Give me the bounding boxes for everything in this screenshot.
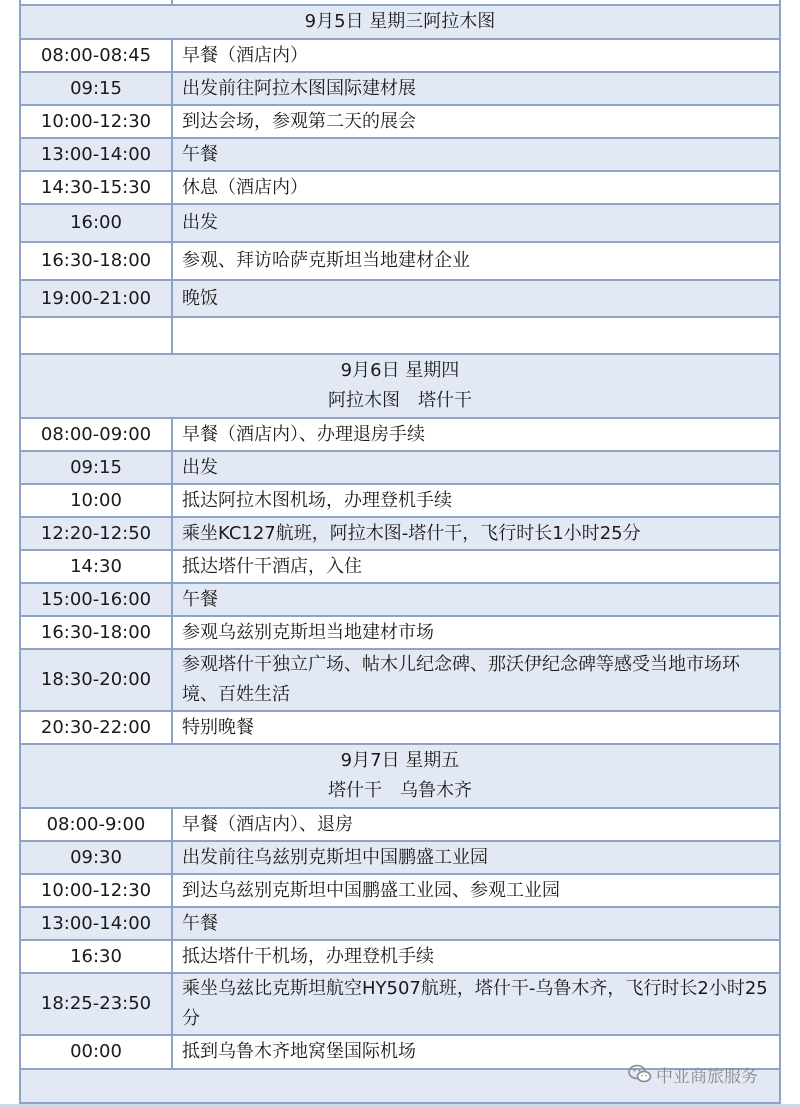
- time-cell: 00:00: [20, 1035, 172, 1069]
- activity-cell: 午餐: [172, 583, 780, 616]
- schedule-row: [20, 907, 780, 940]
- schedule-row: [20, 418, 780, 451]
- time-cell: 09:30: [20, 841, 172, 874]
- activity-cell: 早餐（酒店内）: [172, 39, 780, 72]
- day-header: [20, 744, 780, 808]
- schedule-row: [20, 940, 780, 973]
- day-header: [20, 354, 780, 418]
- time-cell: 18:25-23:50: [20, 973, 172, 1035]
- schedule-row: [20, 841, 780, 874]
- schedule-row: [20, 171, 780, 204]
- time-cell: 10:00: [20, 484, 172, 517]
- bottom-rule: [0, 1104, 800, 1108]
- activity-cell: 参观塔什干独立广场、帖木儿纪念碑、那沃伊纪念碑等感受当地市场环境、百姓生活: [172, 649, 780, 711]
- time-cell: 09:15: [20, 72, 172, 105]
- activity-cell: 晚饭: [172, 280, 780, 317]
- schedule-row: [20, 242, 780, 280]
- day-header-row: [20, 5, 780, 39]
- time-cell: 08:00-09:00: [20, 418, 172, 451]
- activity-cell: 特别晚餐: [172, 711, 780, 744]
- time-cell: 19:00-21:00: [20, 280, 172, 317]
- activity-cell: 早餐（酒店内）、办理退房手续: [172, 418, 780, 451]
- day-header-line: 9月5日 星期三阿拉木图: [304, 11, 496, 32]
- day-header: [20, 5, 780, 39]
- schedule-row: [20, 484, 780, 517]
- time-cell: 16:00: [20, 204, 172, 242]
- activity-cell: 抵达塔什干酒店，入住: [172, 550, 780, 583]
- itinerary-table: [19, 0, 781, 1104]
- time-cell: 20:30-22:00: [20, 711, 172, 744]
- schedule-row: [20, 583, 780, 616]
- time-cell: 14:30-15:30: [20, 171, 172, 204]
- day-header-row: [20, 354, 780, 418]
- schedule-row: [20, 616, 780, 649]
- schedule-row: [20, 138, 780, 171]
- activity-cell: 午餐: [172, 907, 780, 940]
- activity-cell: 抵到乌鲁木齐地窝堡国际机场: [172, 1035, 780, 1069]
- activity-cell: 休息（酒店内）: [172, 171, 780, 204]
- schedule-row: [20, 204, 780, 242]
- day-header-line: 9月6日 星期四: [340, 360, 460, 381]
- watermark-text: 中亚商旅服务: [656, 1066, 758, 1086]
- time-cell: 10:00-12:30: [20, 105, 172, 138]
- watermark: [628, 1061, 758, 1087]
- time-cell: 16:30-18:00: [20, 616, 172, 649]
- activity-cell: 出发前往乌兹别克斯坦中国鹏盛工业园: [172, 841, 780, 874]
- activity-cell: 午餐: [172, 138, 780, 171]
- time-cell: 18:30-20:00: [20, 649, 172, 711]
- activity-cell: 抵达塔什干机场，办理登机手续: [172, 940, 780, 973]
- schedule-row: [20, 517, 780, 550]
- time-cell: 13:00-14:00: [20, 907, 172, 940]
- time-cell: 08:00-08:45: [20, 39, 172, 72]
- activity-cell: 出发: [172, 204, 780, 242]
- activity-cell: [172, 317, 780, 354]
- time-cell: 12:20-12:50: [20, 517, 172, 550]
- activity-cell: 出发前往阿拉木图国际建材展: [172, 72, 780, 105]
- schedule-row: [20, 280, 780, 317]
- time-cell: 10:00-12:30: [20, 874, 172, 907]
- activity-cell: 出发: [172, 451, 780, 484]
- time-cell: 16:30: [20, 940, 172, 973]
- activity-cell: 乘坐乌兹比克斯坦航空HY507航班，塔什干-乌鲁木齐，飞行时长2小时25分: [172, 973, 780, 1035]
- schedule-row: [20, 451, 780, 484]
- time-cell: 14:30: [20, 550, 172, 583]
- day-header-line: 阿拉木图 塔什干: [328, 390, 472, 411]
- activity-cell: 早餐（酒店内）、退房: [172, 808, 780, 841]
- time-cell: 08:00-9:00: [20, 808, 172, 841]
- time-cell: 15:00-16:00: [20, 583, 172, 616]
- time-cell: 13:00-14:00: [20, 138, 172, 171]
- time-cell: [20, 317, 172, 354]
- activity-cell: 到达会场，参观第二天的展会: [172, 105, 780, 138]
- schedule-row: [20, 649, 780, 711]
- day-header-line: 塔什干 乌鲁木齐: [328, 780, 472, 801]
- time-cell: 16:30-18:00: [20, 242, 172, 280]
- activity-cell: 参观乌兹别克斯坦当地建材市场: [172, 616, 780, 649]
- activity-cell: 到达乌兹别克斯坦中国鹏盛工业园、参观工业园: [172, 874, 780, 907]
- schedule-row: [20, 711, 780, 744]
- activity-cell: 乘坐KC127航班，阿拉木图-塔什干，飞行时长1小时25分: [172, 517, 780, 550]
- schedule-row: [20, 973, 780, 1035]
- schedule-row: [20, 39, 780, 72]
- day-header-row: [20, 744, 780, 808]
- time-cell: 09:15: [20, 451, 172, 484]
- wechat-icon: [628, 1064, 652, 1084]
- schedule-row: [20, 317, 780, 354]
- day-header-line: 9月7日 星期五: [340, 750, 460, 771]
- schedule-row: [20, 105, 780, 138]
- schedule-row: [20, 874, 780, 907]
- activity-cell: 抵达阿拉木图机场，办理登机手续: [172, 484, 780, 517]
- activity-cell: 参观、拜访哈萨克斯坦当地建材企业: [172, 242, 780, 280]
- schedule-row: [20, 72, 780, 105]
- schedule-row: [20, 550, 780, 583]
- schedule-row: [20, 808, 780, 841]
